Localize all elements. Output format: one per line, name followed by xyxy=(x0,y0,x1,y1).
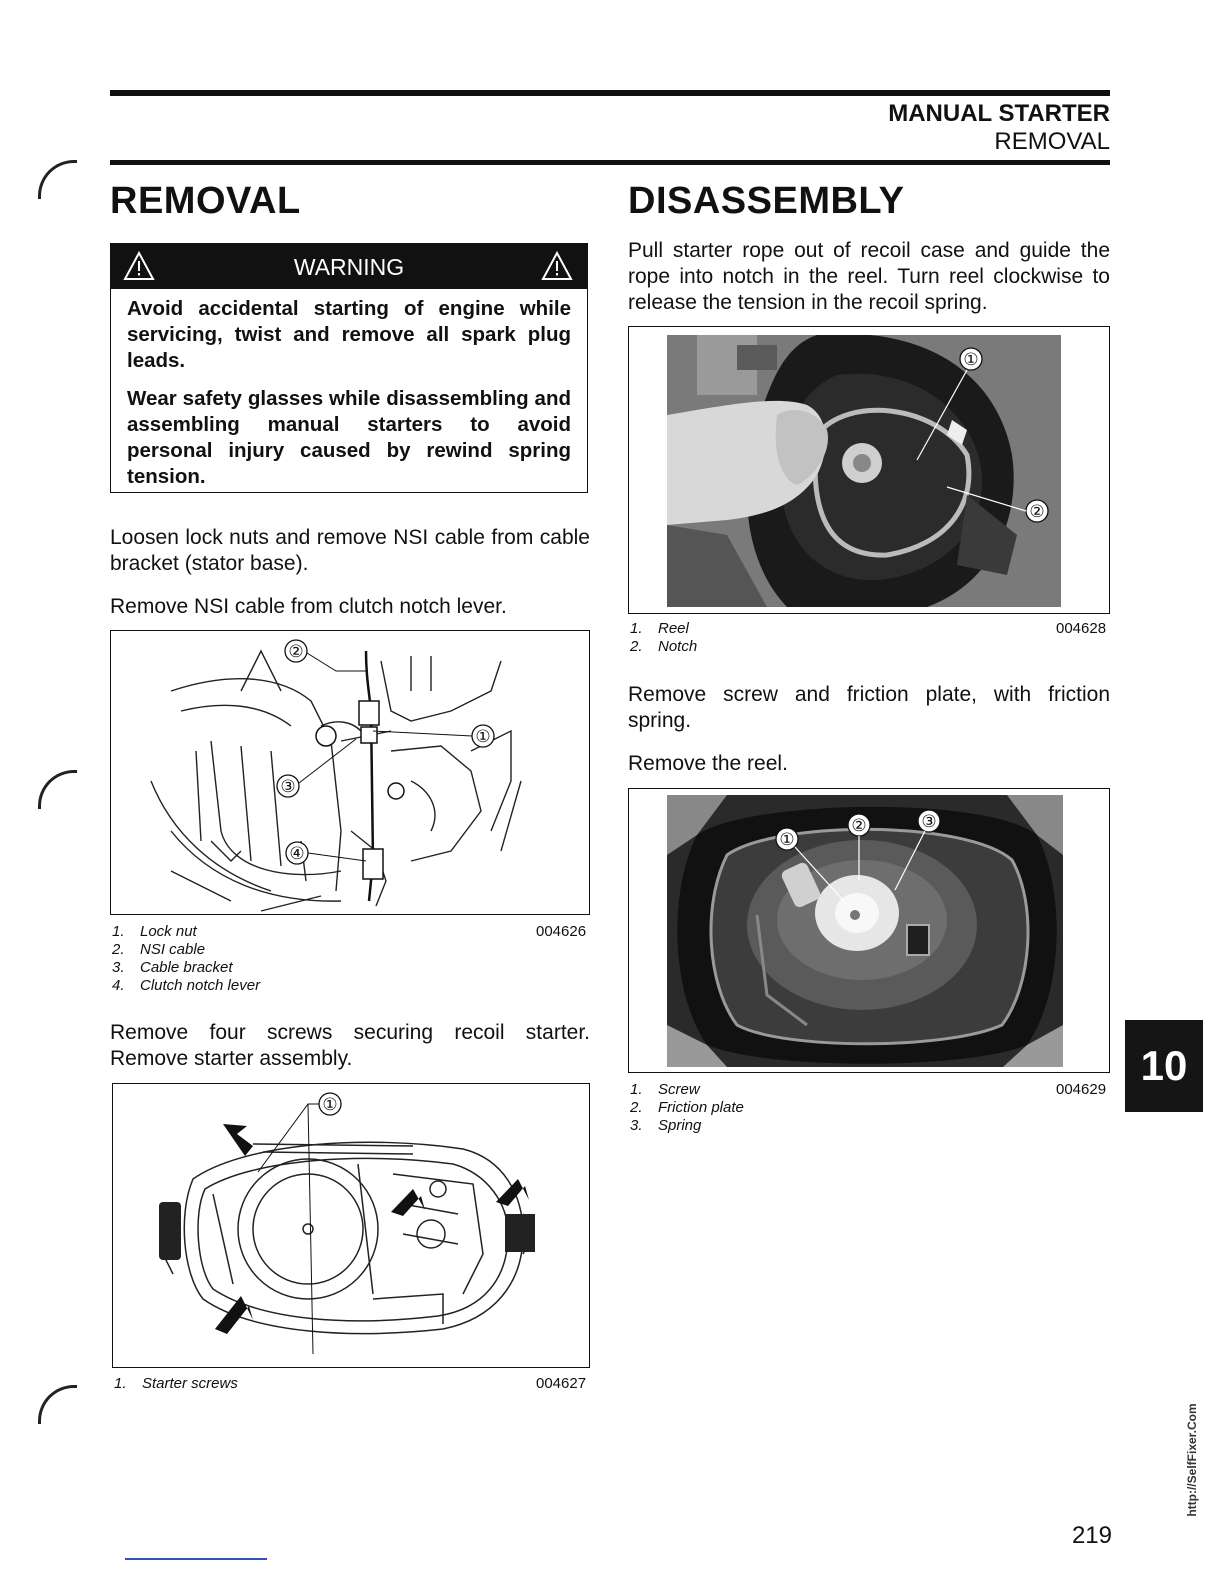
figure-1-caption-list xyxy=(112,923,260,995)
caption-item: 2. Notch xyxy=(630,638,698,655)
caption-item: 3. Spring xyxy=(630,1117,702,1134)
fig4-callout-3: ③ xyxy=(921,812,937,831)
warning-bar xyxy=(111,244,587,289)
header-section-title: MANUAL STARTER xyxy=(888,100,1110,127)
reel-notch-photo xyxy=(667,335,1061,607)
warning-text-2: Wear safety glasses while disassembling and assembling manual starters to avoid personal injury caused by rewind spring tension. xyxy=(127,387,571,488)
paragraph-pull-starter-rope: Pull starter rope out of recoil case and guide the rope into notch in the reel. Turn reel clockwise to release the tension in the recoil spring. xyxy=(628,239,1110,314)
fig1-callout-3: ③ xyxy=(280,777,296,796)
fig2-callout-1: ① xyxy=(322,1095,338,1114)
removal-heading: REMOVAL xyxy=(110,180,301,222)
header-rule-top xyxy=(110,90,1110,96)
figure-2-caption-list xyxy=(114,1375,238,1393)
caption-item: 1. Screw xyxy=(630,1081,700,1098)
figure-1-id: 004626 xyxy=(536,923,587,940)
caption-item: 1. Reel xyxy=(630,620,689,637)
figure-reel-notch-photo xyxy=(628,326,1110,614)
figure-4-caption-list xyxy=(630,1081,744,1135)
figure-nsi-cable-diagram xyxy=(110,630,590,915)
friction-plate-photo xyxy=(667,795,1063,1067)
watermark-url xyxy=(1178,1400,1208,1520)
binder-mark-middle xyxy=(38,770,77,809)
figure-4-id: 004629 xyxy=(1056,1081,1107,1098)
paragraph-remove-nsi-cable: Remove NSI cable from clutch notch lever. xyxy=(110,595,507,618)
warning-text-1: Avoid accidental starting of engine while servicing, twist and remove all spark plug leads. xyxy=(127,297,571,372)
caption-item: 3. Cable bracket xyxy=(112,959,233,976)
figure-3-caption-list xyxy=(630,620,697,656)
header-rule-bottom xyxy=(110,160,1110,165)
fig3-callout-1: ① xyxy=(963,350,979,369)
fig1-callout-2: ② xyxy=(288,642,304,661)
fig4-callout-2: ② xyxy=(851,816,867,835)
header-subsection-title: REMOVAL xyxy=(994,128,1110,155)
caption-item: 2. Friction plate xyxy=(630,1099,744,1116)
starter-assembly-illustration xyxy=(113,1084,588,1366)
fig1-callout-1: ① xyxy=(475,727,491,746)
paragraph-loosen-lock-nuts: Loosen lock nuts and remove NSI cable from cable bracket (stator base). xyxy=(110,526,590,575)
figure-starter-screws-diagram xyxy=(112,1083,590,1368)
watermark-text: http://SelfFixer.Com xyxy=(1185,1403,1200,1517)
warning-title: WARNING xyxy=(293,254,405,280)
bottom-link-underline xyxy=(125,1558,267,1560)
paragraph-remove-screw-friction-plate: Remove screw and friction plate, with friction spring. xyxy=(628,683,1110,732)
fig3-callout-2: ② xyxy=(1029,502,1045,521)
paragraph-remove-four-screws: Remove four screws securing recoil starter. Remove starter assembly. xyxy=(110,1021,590,1070)
page-number: 219 xyxy=(1071,1522,1112,1549)
binder-mark-bottom xyxy=(38,1385,77,1424)
warning-triangle-icon xyxy=(541,251,573,281)
figure-screw-friction-plate-photo xyxy=(628,788,1110,1073)
caption-item: 1. Starter screws xyxy=(114,1375,238,1392)
caption-item: 4. Clutch notch lever xyxy=(112,977,261,994)
fig4-callout-1: ① xyxy=(779,830,795,849)
caption-item: 2. NSI cable xyxy=(112,941,206,958)
nsi-cable-illustration xyxy=(111,631,588,913)
fig1-callout-4: ④ xyxy=(289,844,305,863)
caption-item: 1. Lock nut xyxy=(112,923,197,940)
figure-3-id: 004628 xyxy=(1056,620,1107,637)
chapter-tab: 10 xyxy=(1125,1020,1203,1112)
paragraph-remove-reel: Remove the reel. xyxy=(628,752,788,775)
disassembly-heading: DISASSEMBLY xyxy=(628,180,905,222)
binder-mark-top xyxy=(38,160,77,199)
figure-2-id: 004627 xyxy=(536,1375,587,1392)
warning-box xyxy=(110,243,588,493)
